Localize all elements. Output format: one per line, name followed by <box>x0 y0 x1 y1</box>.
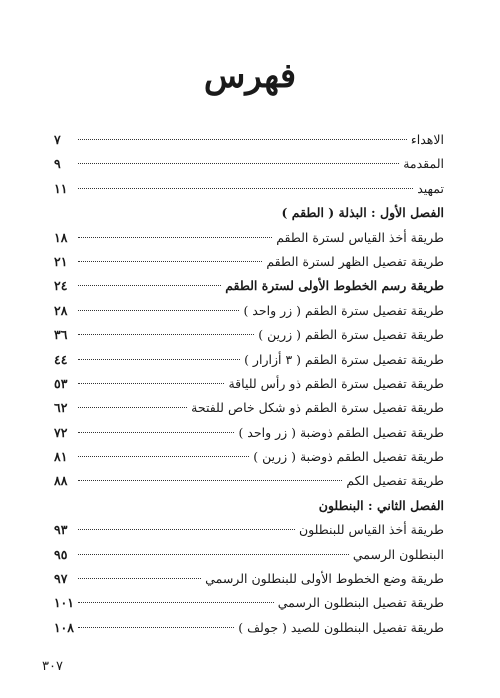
toc-entry-page-number: ٢٨ <box>54 302 68 318</box>
dot-leader <box>78 310 239 311</box>
toc-entry-label: طريقة تفصيل سترة الطقم ( ٣ أزارار ) <box>244 351 444 367</box>
toc-entry-page-number: ٥٣ <box>54 375 68 391</box>
dot-leader <box>78 359 240 360</box>
toc-entry-label: طريقة تفصيل سترة الطقم ذو شكل خاص للفتحة <box>191 400 444 416</box>
toc-entry-page-number: ١٠١ <box>53 595 74 611</box>
toc-entry-label: الفصل الثاني : البنطلون <box>318 497 444 513</box>
toc-entry-page-number: ٧ <box>54 132 61 147</box>
page-number: ٣٠٧ <box>42 659 63 674</box>
toc-entry <box>54 518 444 542</box>
toc-entry <box>54 348 444 372</box>
chapter-heading <box>54 201 444 225</box>
dot-leader <box>78 163 399 164</box>
toc-entry-label: طريقة تفصيل الطقم ذوضبة ( زرين ) <box>253 449 444 465</box>
dot-leader <box>78 578 201 579</box>
toc-entry-label: طريقة تفصيل الطقم ذوضبة ( زر واحد ) <box>238 424 444 440</box>
toc-entry-page-number: ٤٤ <box>54 351 68 367</box>
dot-leader <box>78 554 349 555</box>
dot-leader <box>78 261 262 262</box>
toc-entry-page-number: ٣٦ <box>54 327 68 343</box>
toc-entry-page-number: ٢١ <box>54 253 68 269</box>
dot-leader <box>78 602 274 603</box>
toc-entry-label: طريقة تفصيل سترة الطقم ( زر واحد ) <box>243 302 444 318</box>
toc-entry-label: الفصل الأول : البذلة ( الطقم ) <box>281 205 444 221</box>
toc-entry-label: طريقة تفصيل البنطلون للصيد ( جولف ) <box>238 619 444 635</box>
toc-entry-page-number: ٨٨ <box>54 473 68 489</box>
toc-entry-page-number: ١٠٨ <box>53 619 74 635</box>
toc-entry-page-number: ١١ <box>54 180 68 196</box>
toc-entry-label: طريقة تفصيل الكم <box>346 473 444 489</box>
toc-entry-label: طريقة تفصيل الظهر لسترة الطقم <box>266 253 444 269</box>
dot-leader <box>78 480 342 481</box>
dot-leader <box>78 334 254 335</box>
toc-entry <box>54 421 444 445</box>
toc-entry-label: المقدمة <box>403 156 444 172</box>
toc-entry-page-number: ٧٢ <box>54 424 68 440</box>
dot-leader <box>78 383 224 384</box>
toc-entry <box>54 372 444 396</box>
toc-entry <box>54 567 444 591</box>
dot-leader <box>78 237 272 238</box>
toc-entry-page-number: ٩٧ <box>54 571 68 587</box>
toc-entry-page-number: ١٨ <box>54 229 68 245</box>
toc-entry-label: تمهيد <box>417 180 444 196</box>
toc-entry <box>54 396 444 420</box>
toc-entry <box>54 469 444 493</box>
toc-entry <box>54 226 444 250</box>
table-of-contents <box>54 128 444 640</box>
dot-leader <box>78 285 221 286</box>
chapter-heading <box>54 494 444 518</box>
toc-entry <box>54 299 444 323</box>
toc-entry-page-number: ٨١ <box>54 449 68 465</box>
toc-entry-page-number: ٩ <box>54 156 61 172</box>
dot-leader <box>78 188 413 189</box>
toc-entry <box>54 274 444 298</box>
toc-entry-page-number: ٢٤ <box>54 278 68 294</box>
toc-entry-label: طريقة أخذ القياس للبنطلون <box>299 522 444 538</box>
toc-entry <box>54 177 444 201</box>
toc-entry <box>54 543 444 567</box>
toc-entry-label: طريقة أخذ القياس لسترة الطقم <box>276 229 444 245</box>
toc-entry-label: الاهداء <box>410 132 444 147</box>
toc-entry <box>54 250 444 274</box>
toc-entry-page-number: ٩٣ <box>54 522 68 538</box>
toc-entry <box>54 591 444 615</box>
dot-leader <box>78 407 187 408</box>
toc-entry-label: طريقة تفصيل البنطلون الرسمي <box>277 595 444 611</box>
toc-entry <box>54 128 444 152</box>
toc-entry-label: البنطلون الرسمي <box>352 546 444 562</box>
toc-entry-label: طريقة وضع الخطوط الأولى للبنطلون الرسمي <box>205 571 444 587</box>
toc-entry <box>54 152 444 176</box>
dot-leader <box>78 627 234 628</box>
toc-entry-label: طريقة رسم الخطوط الأولى لسترة الطقم <box>225 278 444 294</box>
dot-leader <box>78 456 249 457</box>
dot-leader <box>78 139 407 140</box>
toc-entry-label: طريقة تفصيل سترة الطقم ذو رأس للياقة <box>228 375 444 391</box>
page-title: فهرس <box>203 56 297 96</box>
toc-entry <box>54 616 444 640</box>
dot-leader <box>78 432 234 433</box>
toc-entry <box>54 445 444 469</box>
toc-entry <box>54 323 444 347</box>
toc-entry-page-number: ٩٥ <box>54 546 68 562</box>
toc-entry-page-number: ٦٢ <box>54 400 68 416</box>
toc-entry-label: طريقة تفصيل سترة الطقم ( زرين ) <box>258 327 444 343</box>
dot-leader <box>78 529 295 530</box>
